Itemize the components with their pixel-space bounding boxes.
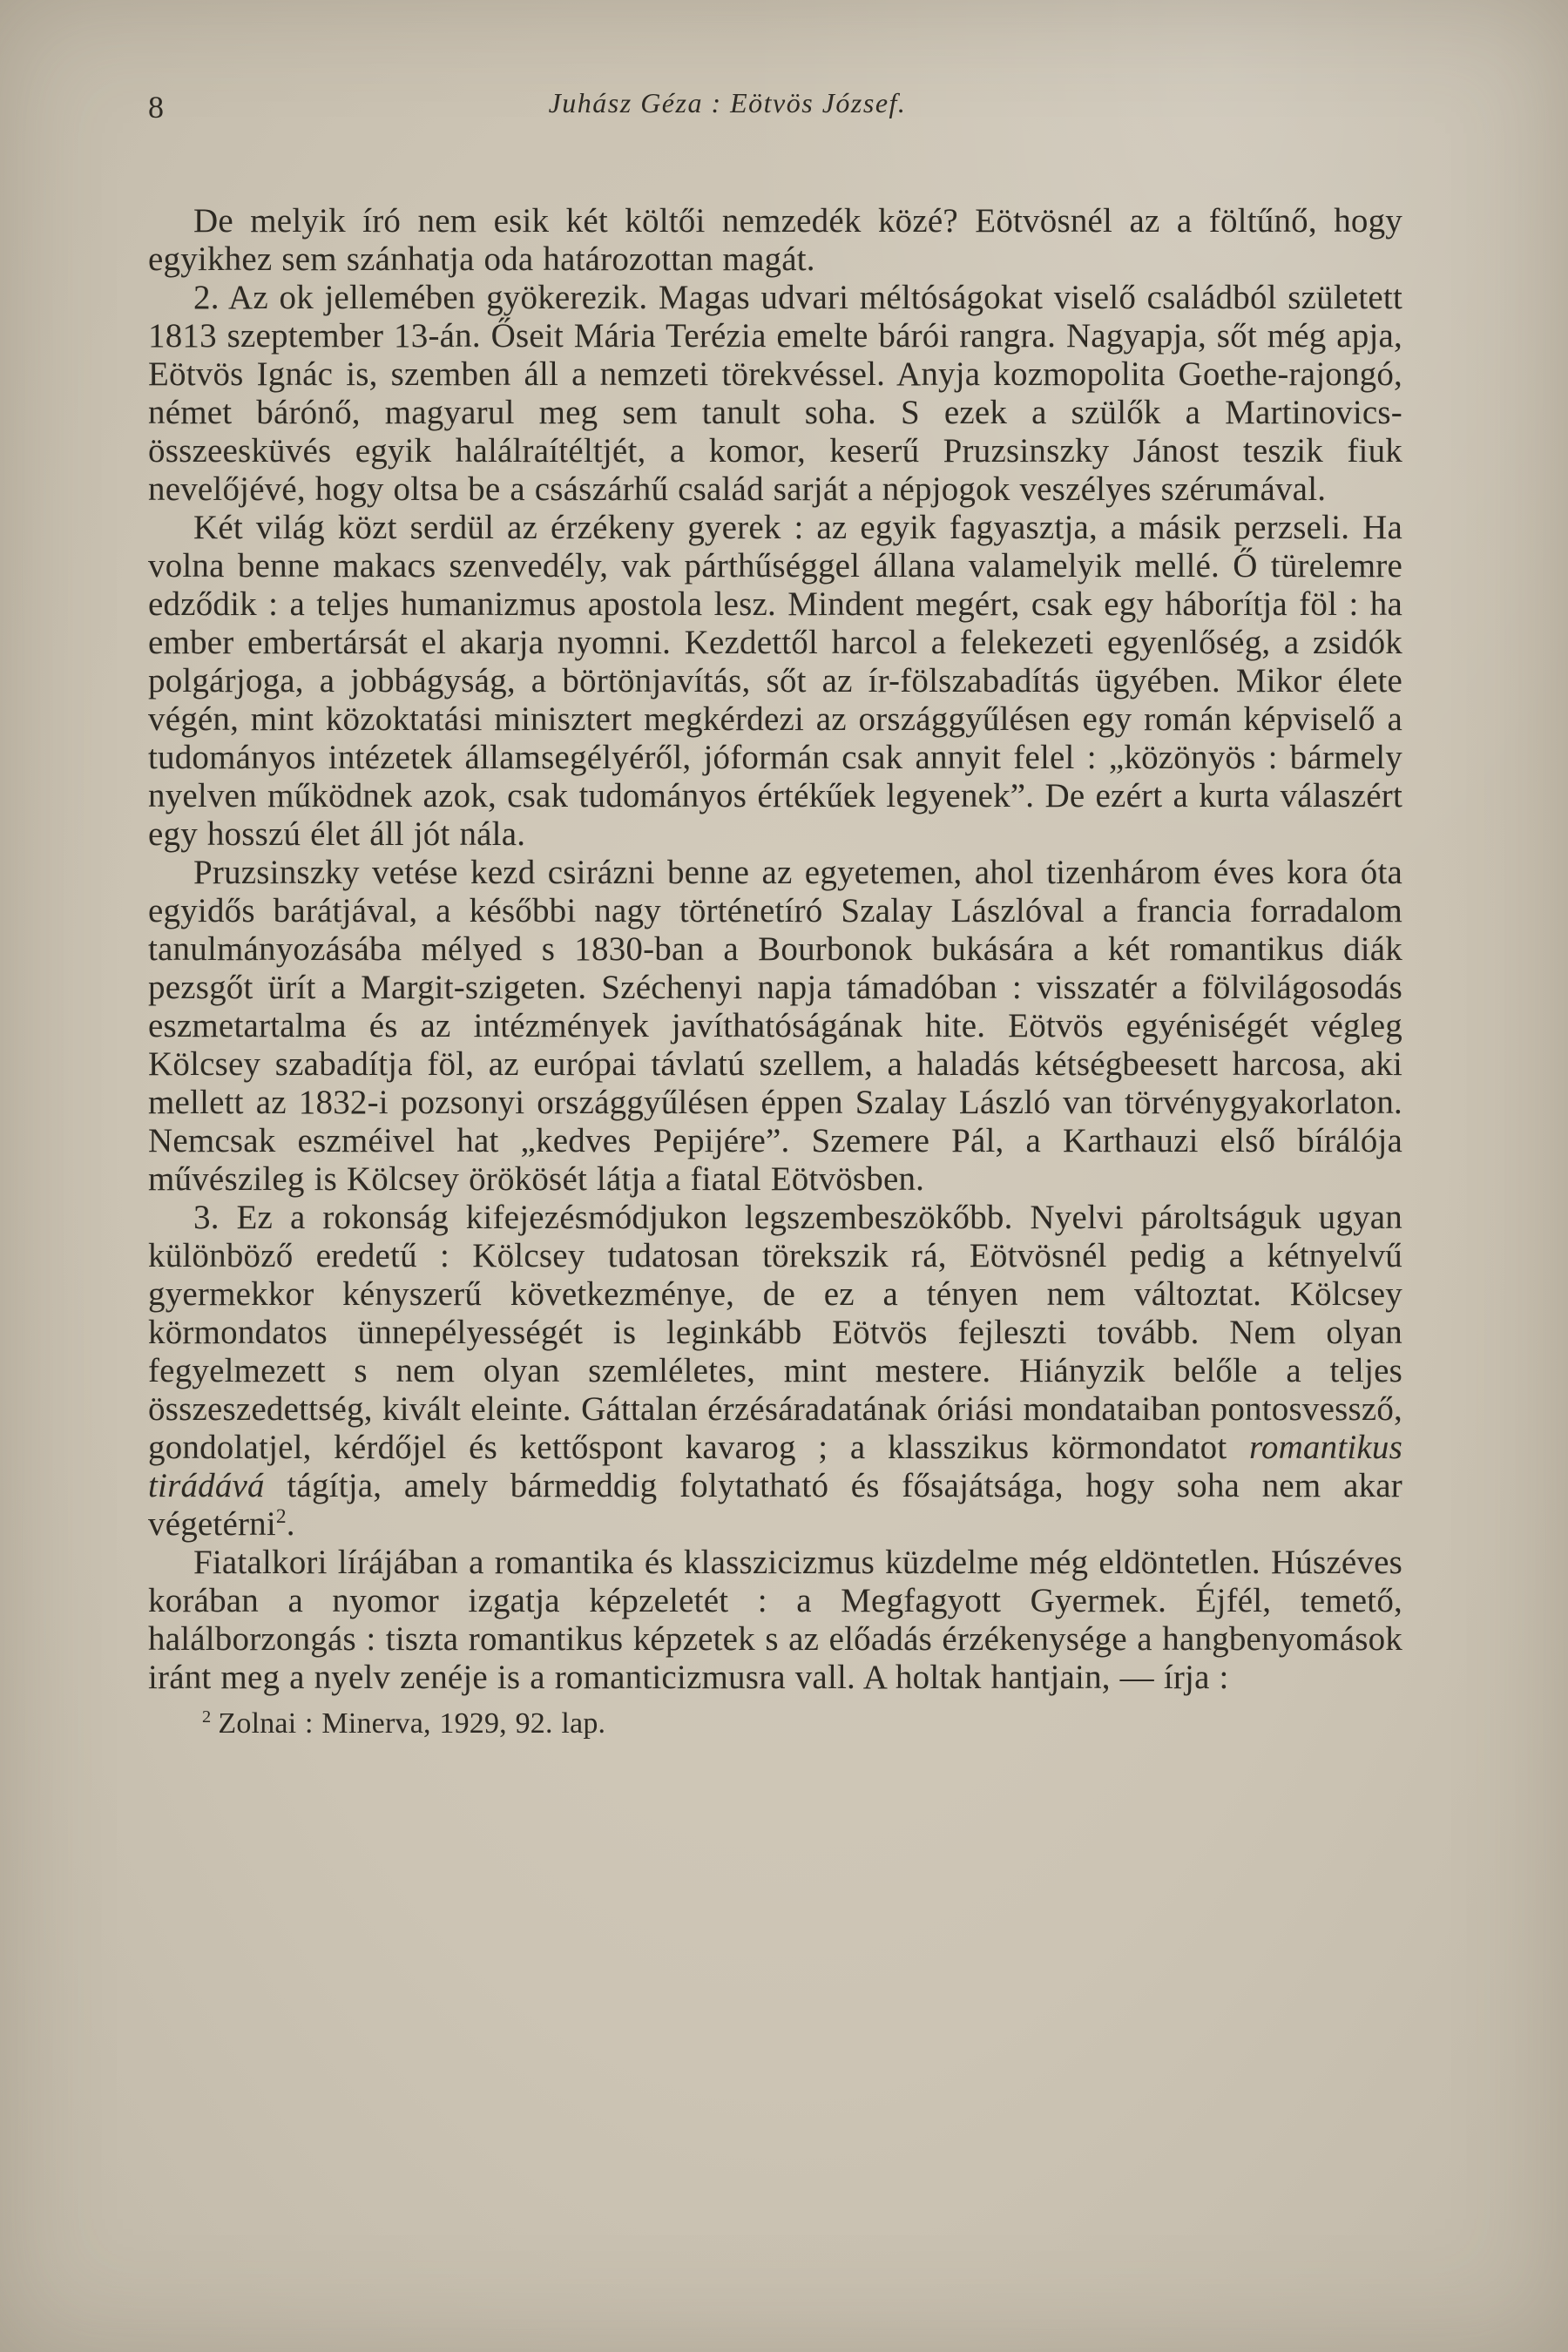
paragraph (148, 1544, 1402, 1697)
body-segment: 3. Ez a rokonság kifejezésmódjukon legszembeszökőbb. Nyelvi pároltságuk ugyan különböző eredetű : Kölcsey tudatosan törekszik rá, Eötvösnél pedig a kétnyelvű gyermekkor kényszerű következménye, de ez a tényen nem változtat. Kölcsey körmondatos ünnepélyességét is leginkább Eötvös fejleszti tovább. Nem olyan fegyelmezett s nem olyan szemléletes, mint mestere. Hiányzik belőle a teljes összeszedettség, kivált eleinte. Gáttalan érzésáradatának óriási mondataiban pontosvessző, gondolatjel, kérdőjel és kettőspont kavarog ; a klasszikus körmondatot (148, 1199, 1402, 1466)
body-segment: 2. Az ok jellemében gyökerezik. Magas udvari méltóságokat viselő családból született 1813 szeptember 13-án. Őseit Mária Terézia emelte bárói rangra. Nagyapja, sőt még apja, Eötvös Ignác is, szemben áll a nemzeti törekvéssel. Anyja kozmopolita Goethe-rajongó, német bárónő, magyarul meg sem tanult soha. S ezek a szülők a Martinovics-összeesküvés egyik halálraítéltjét, a komor, keserű Pruzsinszky Jánost teszik fiuk nevelőjévé, hogy oltsa be a császárhű család sarját a népjogok veszélyes szérumával. (148, 279, 1402, 508)
italic-text: romantikus tirádává (148, 1429, 1402, 1504)
body-text (148, 202, 1402, 1742)
body-segment: Két világ közt serdül az érzékeny gyerek : az egyik fagyasztja, a másik perzseli. Ha volna benne makacs szenvedély, vak párthűséggel állana valamelyik mellé. Ő türelemre edződik : a teljes humanizmus apostola lesz. Mindent megért, csak egy háborítja föl : ha ember embertársát el akarja nyomni. Kezdettől harcol a felekezeti egyenlőség, a zsidók polgárjoga, a jobbágyság, a börtönjavítás, sőt az ír-fölszabadítás ügyében. Mikor élete végén, mint közoktatási minisztert megkérdezi az országgyűlésen egy román képviselő a tudományos intézetek államsegélyéről, jóformán csak annyit felel : „közönyös : bármely nyelven működnek azok, csak tudományos értékűek legyenek”. De ezért a kurta válaszért egy hosszú élet áll jót nála. (148, 509, 1402, 853)
body-segment: . (286, 1505, 295, 1543)
paragraph (148, 854, 1402, 1199)
running-header (148, 87, 1402, 131)
paragraph (148, 202, 1402, 279)
body-segment: Pruzsinszky vetése kezd csirázni benne az egyetemen, ahol tizenhárom éves kora óta egyidős barátjával, a későbbi nagy történetíró Szalay Lászlóval a francia forradalom tanulmányozásába mélyed s 1830-ban a Bourbonok bukására a két romantikus diák pezsgőt ürít a Margit-szigeten. Széchenyi napja támadóban : visszatér a fölvilágosodás eszmetartalma és az intézmények javíthatóságának hite. Eötvös egyéniségét végleg Kölcsey szabadítja föl, az európai távlatú szellem, a haladás kétségbeesett harcosa, aki mellett az 1832-i pozsonyi országgyűlésen éppen Szalay László van törvénygyakorlaton. Nemcsak eszméivel hat „kedves Pepijére”. Szemere Pál, a Karthauzi első bírálója művészileg is Kölcsey örökösét látja a fiatal Eötvösben. (148, 854, 1402, 1198)
footnote-reference: 2 (275, 1505, 287, 1528)
paragraph (148, 509, 1402, 854)
paragraph (148, 1199, 1402, 1544)
footnote-text: Zolnai : Minerva, 1929, 92. lap. (218, 1707, 606, 1740)
paragraph (148, 279, 1402, 509)
footnote (148, 1706, 1402, 1742)
body-segment: Fiatalkori lírájában a romantika és klasszicizmus küzdelme még eldöntetlen. Húszéves korában a nyomor izgatja képzeletét : a Megfagyott Gyermek. Éjfél, temető, halálborzongás : tiszta romantikus képzetek s az előadás érzékenysége a hangbenyomások iránt meg a nyelv zenéje is a romanticizmusra vall. A holtak hantjain, — írja : (148, 1544, 1402, 1696)
body-segment: De melyik író nem esik két költői nemzedék közé? Eötvösnél az a föltűnő, hogy egyikhez sem szánhatja oda határozottan magát. (148, 202, 1402, 278)
body-segment: tágítja, amely bármeddig folytatható és fősajátsága, hogy soha nem akar végetérni (148, 1467, 1402, 1543)
footnote-marker: 2 (202, 1707, 212, 1727)
running-header-title: Juhász Géza : Eötvös József. (548, 87, 907, 118)
page-number: 8 (148, 90, 165, 125)
